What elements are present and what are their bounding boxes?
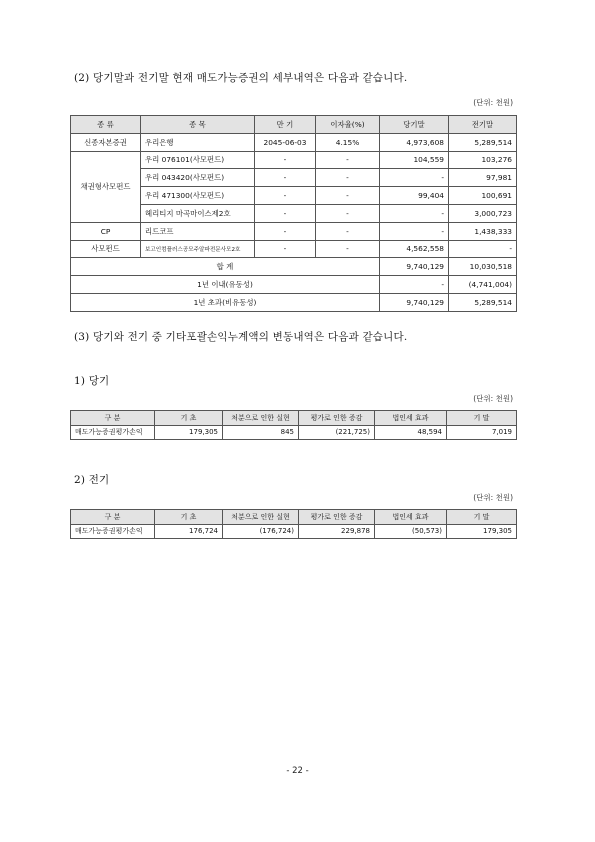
- item-cell: 우리 076101(사모펀드): [141, 151, 255, 169]
- table-row: [71, 222, 517, 240]
- current-cell: -: [380, 204, 449, 222]
- column-header: 기 초: [155, 411, 223, 426]
- current-cell: 4,562,558: [380, 240, 449, 258]
- column-header: 평가로 인한 증감: [299, 510, 375, 525]
- item-cell: 보고인컴플러스공모주알파전문사모2호: [141, 240, 255, 258]
- current-cell: 104,559: [380, 151, 449, 169]
- column-header: 평가로 인한 증감: [299, 411, 375, 426]
- column-header: 기 말: [447, 411, 517, 426]
- realized-cell: 845: [223, 425, 299, 440]
- current-portion-row: [71, 276, 517, 294]
- prior-cell: 1,438,333: [449, 222, 517, 240]
- kind-cell: 사모펀드: [71, 240, 141, 258]
- kind-cell: 채권형사모펀드: [71, 151, 141, 222]
- rate-cell: -: [316, 222, 380, 240]
- item-cell: 우리 471300(사모펀드): [141, 187, 255, 205]
- prior-cell: 3,000,723: [449, 204, 517, 222]
- maturity-cell: -: [255, 169, 316, 187]
- beginning-cell: 176,724: [155, 524, 223, 539]
- prior-cell: 97,981: [449, 169, 517, 187]
- maturity-cell: -: [255, 240, 316, 258]
- unit-label: (단위: 천원): [473, 394, 513, 403]
- current-portion-prior: (4,741,004): [449, 276, 517, 294]
- ending-cell: 179,305: [447, 524, 517, 539]
- prior-cell: -: [449, 240, 517, 258]
- column-header: 전기말: [449, 116, 517, 134]
- page-number: - 22 -: [286, 766, 309, 776]
- maturity-cell: 2045-06-03: [255, 133, 316, 151]
- item-cell: 우리 043420(사모펀드): [141, 169, 255, 187]
- total-row: [71, 258, 517, 276]
- column-header: 종 류: [71, 116, 141, 134]
- section-heading-oci-changes: (3) 당기와 전기 중 기타포괄손익누계액의 변동내역은 다음과 같습니다.: [74, 331, 408, 343]
- beginning-cell: 179,305: [155, 425, 223, 440]
- maturity-cell: -: [255, 187, 316, 205]
- column-header: 기 초: [155, 510, 223, 525]
- column-header: 당기말: [380, 116, 449, 134]
- noncurrent-portion-label: 1년 초과(비유동성): [71, 293, 380, 311]
- total-label: 합 계: [71, 258, 380, 276]
- maturity-cell: -: [255, 204, 316, 222]
- prior-cell: 103,276: [449, 151, 517, 169]
- valuation-cell: 229,878: [299, 524, 375, 539]
- unit-label: (단위: 천원): [473, 98, 513, 107]
- afs-securities-table: [70, 115, 517, 312]
- subheading-current-year: 1) 당기: [74, 375, 110, 387]
- item-cell: 헤리티지 마곡마이스제2호: [141, 204, 255, 222]
- rate-cell: -: [316, 151, 380, 169]
- unit-label: (단위: 천원): [473, 493, 513, 502]
- realized-cell: (176,724): [223, 524, 299, 539]
- rate-cell: 4.15%: [316, 133, 380, 151]
- column-header: 처분으로 인한 실현: [223, 411, 299, 426]
- section-heading-afs-details: (2) 당기말과 전기말 현재 매도가능증권의 세부내역은 다음과 같습니다.: [74, 72, 408, 84]
- tax-effect-cell: (50,573): [375, 524, 447, 539]
- subheading-prior-year: 2) 전기: [74, 474, 110, 486]
- noncurrent-portion-prior: 5,289,514: [449, 293, 517, 311]
- total-current: 9,740,129: [380, 258, 449, 276]
- prior-cell: 5,289,514: [449, 133, 517, 151]
- current-portion-current: -: [380, 276, 449, 294]
- table-header-row: [71, 411, 517, 426]
- column-header: 이자율(%): [316, 116, 380, 134]
- tax-effect-cell: 48,594: [375, 425, 447, 440]
- table-row: [71, 133, 517, 151]
- oci-current-year-table: [70, 410, 517, 440]
- current-cell: -: [380, 222, 449, 240]
- rate-cell: -: [316, 169, 380, 187]
- oci-prior-year-table: [70, 509, 517, 539]
- table-row: [71, 240, 517, 258]
- column-header: 구 분: [71, 510, 155, 525]
- rate-cell: -: [316, 240, 380, 258]
- item-cell: 우리은행: [141, 133, 255, 151]
- column-header: 기 말: [447, 510, 517, 525]
- column-header: 종 목: [141, 116, 255, 134]
- prior-cell: 100,691: [449, 187, 517, 205]
- rate-cell: -: [316, 204, 380, 222]
- column-header: 만 기: [255, 116, 316, 134]
- table-row: [71, 425, 517, 440]
- kind-cell: CP: [71, 222, 141, 240]
- column-header: 처분으로 인한 실현: [223, 510, 299, 525]
- table-row: [71, 524, 517, 539]
- table-header-row: [71, 116, 517, 134]
- column-header: 법인세 효과: [375, 411, 447, 426]
- rate-cell: -: [316, 187, 380, 205]
- item-cell: 리드코프: [141, 222, 255, 240]
- kind-cell: 신종자본증권: [71, 133, 141, 151]
- category-cell: 매도가능증권평가손익: [71, 524, 155, 539]
- maturity-cell: -: [255, 222, 316, 240]
- column-header: 구 분: [71, 411, 155, 426]
- category-cell: 매도가능증권평가손익: [71, 425, 155, 440]
- table-row: [71, 151, 517, 169]
- current-cell: -: [380, 169, 449, 187]
- total-prior: 10,030,518: [449, 258, 517, 276]
- valuation-cell: (221,725): [299, 425, 375, 440]
- ending-cell: 7,019: [447, 425, 517, 440]
- noncurrent-portion-current: 9,740,129: [380, 293, 449, 311]
- column-header: 법인세 효과: [375, 510, 447, 525]
- current-portion-label: 1년 이내(유동성): [71, 276, 380, 294]
- maturity-cell: -: [255, 151, 316, 169]
- noncurrent-portion-row: [71, 293, 517, 311]
- current-cell: 4,973,608: [380, 133, 449, 151]
- current-cell: 99,404: [380, 187, 449, 205]
- table-header-row: [71, 510, 517, 525]
